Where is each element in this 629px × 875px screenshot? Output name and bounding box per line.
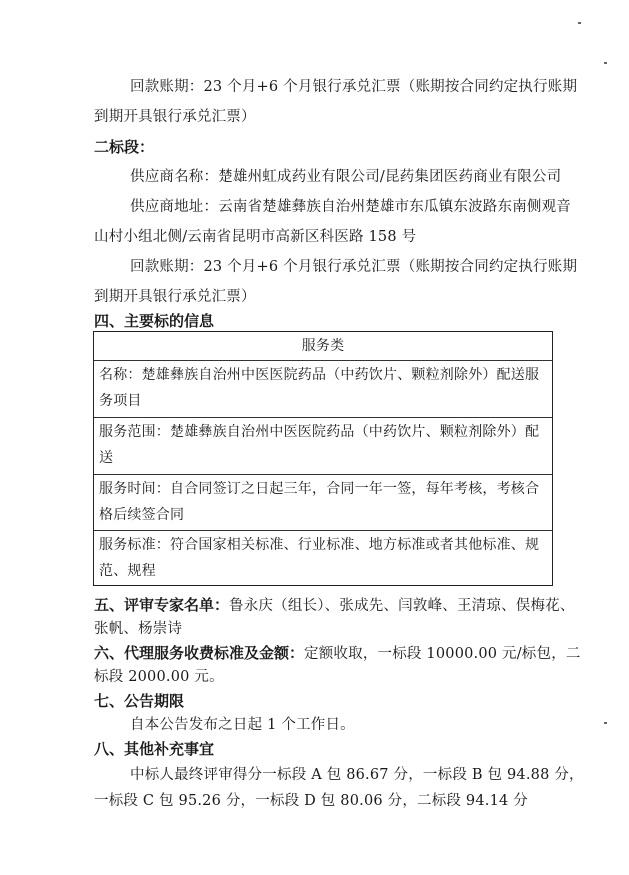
service-scope-cell: 服务范围：楚雄彝族自治州中医医院药品（中药饮片、颗粒剂除外）配送 <box>99 424 540 466</box>
section-8-text-2: 一标段 C 包 95.26 分，一标段 D 包 80.06 分，二标段 94.14 分 <box>94 793 528 809</box>
section-7-label: 七、公告期限 <box>94 692 185 710</box>
section-heading-lot2: 二标段： <box>94 138 155 156</box>
section-5-expert-list <box>94 596 575 615</box>
scan-speck <box>604 62 607 64</box>
section-6-label: 六、代理服务收费标准及金额： <box>94 644 305 662</box>
payment-terms-line-1: 回款账期：23 个月+6 个月银行承兑汇票（账期按合同约定执行账期 <box>130 79 578 95</box>
main-subject-table <box>93 331 553 586</box>
table-row-name <box>94 360 552 418</box>
service-time-cell: 服务时间：自合同签订之日起三年，合同一年一签，每年考核，考核合格后续签合同 <box>99 481 540 523</box>
table-header-cell: 服务类 <box>301 338 345 354</box>
section-7-text: 自本公告发布之日起 1 个工作日。 <box>130 717 355 733</box>
table-row-standard <box>94 530 552 585</box>
section-5-label: 五、评审专家名单： <box>94 596 230 614</box>
scan-speck <box>578 22 581 24</box>
supplier-address-line-1: 供应商地址：云南省楚雄彝族自治州楚雄市东瓜镇东波路东南侧观音 <box>130 199 571 215</box>
payment-terms-line-2: 到期开具银行承兑汇票） <box>94 109 256 125</box>
service-standard-cell: 服务标准：符合国家相关标准、行业标准、地方标准或者其他标准、规范、规程 <box>99 537 540 579</box>
table-row-time <box>94 474 552 531</box>
section-5-text-2: 张帆、杨崇诗 <box>94 621 183 637</box>
service-name-cell: 名称：楚雄彝族自治州中医医院药品（中药饮片、颗粒剂除外）配送服务项目 <box>99 367 540 409</box>
supplier-address-line-2: 山村小组北侧/云南省昆明市高新区科医路 158 号 <box>94 229 417 245</box>
lot2-payment-terms-line-1: 回款账期：23 个月+6 个月银行承兑汇票（账期按合同约定执行账期 <box>130 259 578 275</box>
lot2-payment-terms-line-2: 到期开具银行承兑汇票） <box>94 289 256 305</box>
section-6-agency-fee <box>94 644 581 663</box>
section-heading-main-subject: 四、主要标的信息 <box>94 312 215 330</box>
section-6-text-2: 标段 2000.00 元。 <box>94 669 224 685</box>
section-5-text-1: 鲁永庆（组长）、张成先、闫敦峰、王清琼、俣梅花、 <box>229 598 575 614</box>
section-8-label: 八、其他补充事宜 <box>94 740 215 758</box>
scan-speck <box>604 722 607 724</box>
section-8-text-1: 中标人最终评审得分一标段 A 包 86.67 分，一标段 B 包 94.88 分， <box>130 767 584 783</box>
supplier-name: 供应商名称：楚雄州虹成药业有限公司/昆药集团医药商业有限公司 <box>130 169 562 185</box>
table-header-row <box>94 332 552 361</box>
section-6-text-1: 定额收取，一标段 10000.00 元/标包，二 <box>304 646 581 662</box>
table-row-scope <box>94 417 552 475</box>
